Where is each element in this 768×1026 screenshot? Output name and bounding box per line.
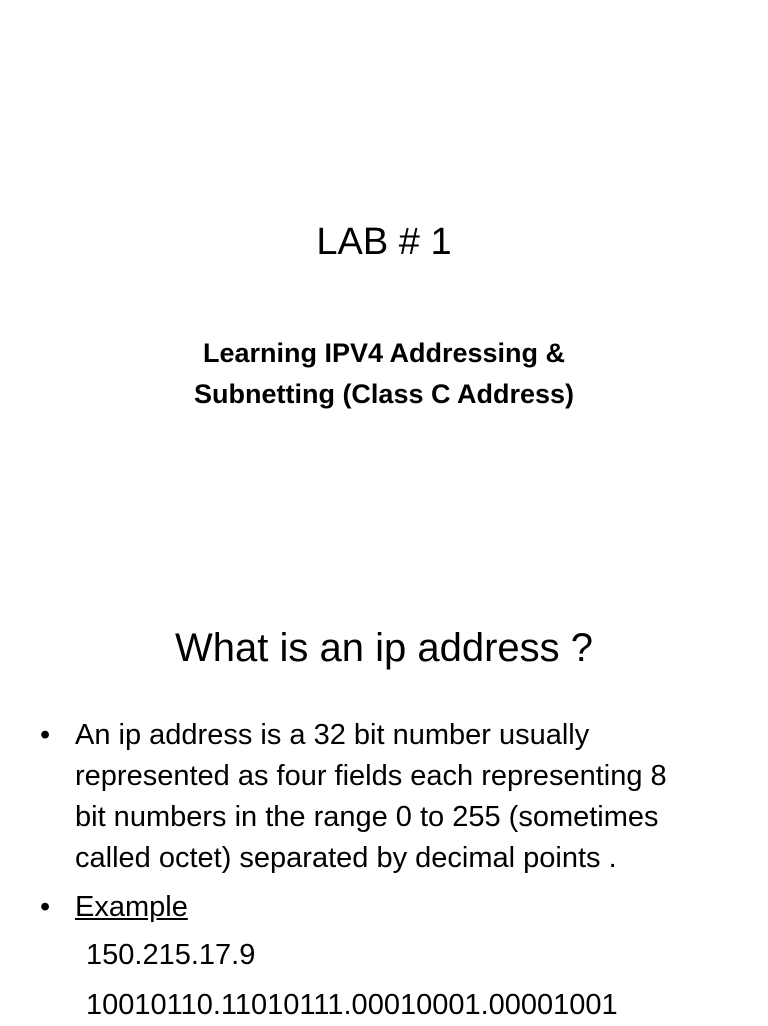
example-dotted-address: 150.215.17.9 bbox=[86, 939, 256, 971]
example-binary-address: 10010110.11010111.00010001.00001001 bbox=[86, 989, 618, 1021]
bullet-list bbox=[40, 715, 740, 936]
bullet-icon: • bbox=[40, 719, 51, 751]
bullet-text-line: bit numbers in the range 0 to 255 (sometimes bbox=[75, 801, 659, 833]
example-label: Example bbox=[75, 891, 188, 923]
bullet-icon: • bbox=[40, 891, 51, 923]
lab-title: LAB # 1 bbox=[316, 221, 452, 263]
content-slide bbox=[0, 560, 768, 1024]
lab-subtitle bbox=[0, 333, 768, 415]
lab-subtitle-line: Learning IPV4 Addressing & bbox=[202, 338, 566, 368]
lab-subtitle-line: Subnetting (Class C Address) bbox=[193, 379, 575, 409]
bullet-item-definition bbox=[40, 715, 740, 879]
bullet-item-example bbox=[40, 887, 740, 928]
section-title: What is an ip address ? bbox=[175, 626, 593, 670]
bullet-text-line: called octet) separated by decimal points . bbox=[75, 842, 617, 874]
bullet-text-line: represented as four fields each representing 8 bbox=[75, 760, 667, 792]
bullet-text bbox=[75, 715, 740, 879]
bullet-text-line: An ip address is a 32 bit number usually bbox=[75, 719, 590, 751]
